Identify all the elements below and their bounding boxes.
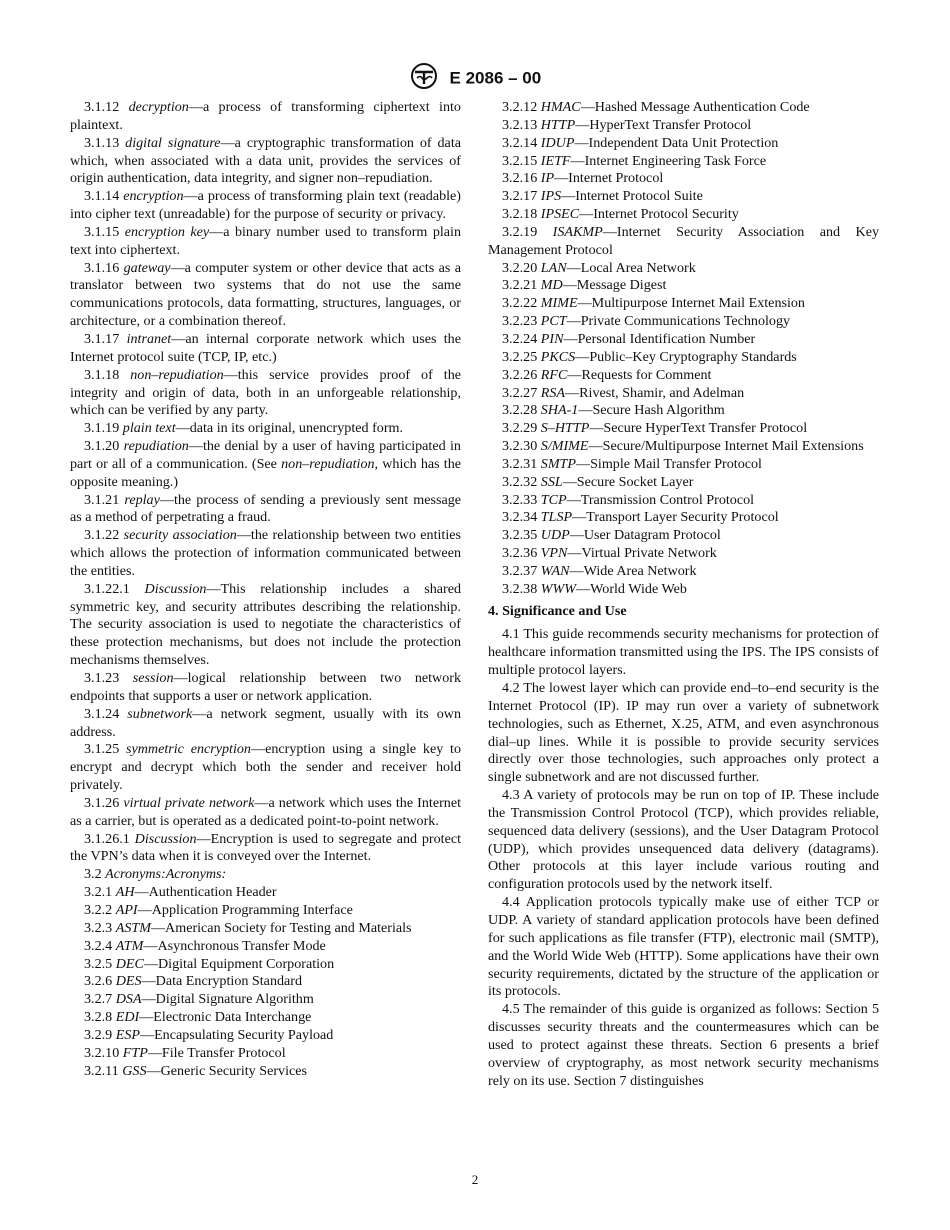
left-column xyxy=(70,99,461,1080)
page-header xyxy=(0,62,950,95)
acronym-3-2-15: 3.2.15 IETF—Internet Engineering Task Force xyxy=(502,152,767,169)
definition-3-1-26: 3.1.26 virtual private network—a network which uses the Internet as a carrier, but is operated as a dedicated point-to-point network. xyxy=(70,794,461,829)
acronym-3-2-10: 3.2.10 FTP—File Transfer Protocol xyxy=(84,1044,286,1061)
page-number: 2 xyxy=(471,1172,479,1187)
acronym-3-2-16: 3.2.16 IP—Internet Protocol xyxy=(502,170,664,187)
definition-3-1-20: 3.1.20 repudiation—the denial by a user of having participated in part or all of a communication. (See non–repudiation, which has the opposite meaning.) xyxy=(70,438,462,490)
section-4-title: 4. Significance and Use xyxy=(488,602,627,619)
definition-3-1-13: 3.1.13 digital signature—a cryptographic transformation of data which, when associated with a data unit, provides the services of origin authentication, data integrity, and signer non–repudiation. xyxy=(70,134,461,187)
acronym-3-2-6: 3.2.6 DES—Data Encryption Standard xyxy=(84,973,303,990)
standard-designation: E 2086 – 00 xyxy=(449,68,542,88)
acronym-3-2-17: 3.2.17 IPS—Internet Protocol Suite xyxy=(502,188,703,205)
acronym-3-2-19: 3.2.19 ISAKMP—Internet Security Association and Key Management Protocol xyxy=(488,223,879,258)
acronym-3-2-34: 3.2.34 TLSP—Transport Layer Security Protocol xyxy=(502,509,779,526)
acronym-3-2-26: 3.2.26 RFC—Requests for Comment xyxy=(502,366,712,383)
acronym-3-2-32: 3.2.32 SSL—Secure Socket Layer xyxy=(502,473,694,490)
acronym-3-2-36: 3.2.36 VPN—Virtual Private Network xyxy=(502,545,717,562)
paragraph-4-1: 4.1 This guide recommends security mechanisms for protection of healthcare information transmitted using the IPS. The IPS consists of multiple protocol layers. xyxy=(488,626,879,679)
acronym-3-2-27: 3.2.27 RSA—Rivest, Shamir, and Adelman xyxy=(502,384,745,401)
acronym-3-2-22: 3.2.22 MIME—Multipurpose Internet Mail Extension xyxy=(502,295,805,312)
acronym-3-2-14: 3.2.14 IDUP—Independent Data Unit Protection xyxy=(502,134,779,151)
acronym-3-2-8: 3.2.8 EDI—Electronic Data Interchange xyxy=(84,1009,312,1026)
discussion-3-1-22-1: 3.1.22.1 Discussion—This relationship includes a shared symmetric key, and security attributes describing the relationship. The security association is used to negotiate the characteristics of these protection mechanisms, but does not include the protection mechanisms themselves. xyxy=(70,580,461,669)
acronym-3-2-9: 3.2.9 ESP—Encapsulating Security Payload xyxy=(84,1026,334,1043)
acronyms-heading: 3.2 Acronyms:Acronyms: xyxy=(84,866,227,883)
paragraph-4-5: 4.5 The remainder of this guide is organized as follows: Section 5 discusses security threats and the countermeasures which can be used to protect against these threats. Section 6 presents a brief overview of cryptography, as most network security mechanisms rely on its use. Section 7 distinguishes xyxy=(488,1001,879,1089)
acronym-3-2-5: 3.2.5 DEC—Digital Equipment Corporation xyxy=(84,955,335,972)
definition-3-1-15: 3.1.15 encryption key—a binary number used to transform plain text into ciphertext. xyxy=(70,223,461,258)
acronym-3-2-24: 3.2.24 PIN—Personal Identification Number xyxy=(502,330,756,347)
definition-3-1-18: 3.1.18 non–repudiation—this service provides proof of the integrity and origin of data, both in an unforgeable relationship, which can be verified by any party. xyxy=(70,366,461,419)
definition-3-1-12: 3.1.12 decryption—a process of transforming ciphertext into plaintext. xyxy=(70,99,461,133)
definition-3-1-21: 3.1.21 replay—the process of sending a previously sent message as a method of perpetrating a fraud. xyxy=(70,491,462,526)
acronym-3-2-30: 3.2.30 S/MIME—Secure/Multipurpose Internet Mail Extensions xyxy=(502,438,864,455)
acronym-3-2-13: 3.2.13 HTTP—HyperText Transfer Protocol xyxy=(502,116,752,133)
acronym-3-2-18: 3.2.18 IPSEC—Internet Protocol Security xyxy=(502,206,739,223)
astm-logo-icon xyxy=(409,62,439,95)
acronym-3-2-11: 3.2.11 GSS—Generic Security Services xyxy=(84,1062,307,1079)
paragraph-4-2: 4.2 The lowest layer which can provide end–to–end security is the Internet Protocol (IP). IP may run over a variety of subnetwork technologies, such as Ethernet, X.25, ATM, and even asynchronous dial–up lines. While it is possible to provide security services directly over those technologies, such approaches only protect a single subnetwork and are not discussed further. xyxy=(488,680,879,786)
right-column xyxy=(488,99,879,1090)
acronym-3-2-7: 3.2.7 DSA—Digital Signature Algorithm xyxy=(84,991,314,1008)
definition-3-1-23: 3.1.23 session—logical relationship between two network endpoints that supports a user or network application. xyxy=(70,670,462,704)
discussion-3-1-26-1: 3.1.26.1 Discussion—Encryption is used to segregate and protect the VPN’s data when it is conveyed over the Internet. xyxy=(70,830,461,865)
acronym-3-2-12: 3.2.12 HMAC—Hashed Message Authentication Code xyxy=(502,99,810,115)
definition-3-1-17: 3.1.17 intranet—an internal corporate network which uses the Internet protocol suite (TCP, IP, etc.) xyxy=(70,330,461,365)
paragraph-4-3: 4.3 A variety of protocols may be run on top of IP. These include the Transmission Control Protocol (TCP), which provides reliable, sequenced data delivery (sessions), and the User Datagram Protocol (UDP), which provides unsequenced data delivery (datagrams). Other protocols at this layer include various routing and configuration protocols used by the network itself. xyxy=(488,787,879,893)
definition-3-1-22: 3.1.22 security association—the relationship between two entities which allows the protection of information communicated between the entities. xyxy=(70,527,461,579)
acronym-3-2-3: 3.2.3 ASTM—American Society for Testing and Materials xyxy=(84,919,412,936)
acronym-3-2-35: 3.2.35 UDP—User Datagram Protocol xyxy=(502,527,721,544)
acronym-3-2-4: 3.2.4 ATM—Asynchronous Transfer Mode xyxy=(84,937,326,954)
acronym-3-2-25: 3.2.25 PKCS—Public–Key Cryptography Standards xyxy=(502,348,797,365)
acronym-3-2-23: 3.2.23 PCT—Private Communications Technology xyxy=(502,313,791,330)
acronym-3-2-28: 3.2.28 SHA-1—Secure Hash Algorithm xyxy=(502,402,725,419)
acronym-3-2-31: 3.2.31 SMTP—Simple Mail Transfer Protocol xyxy=(502,455,762,472)
definition-3-1-16: 3.1.16 gateway—a computer system or other device that acts as a translator between two systems that do not use the same communications protocols, data formatting, structures, languages, or architecture, or a combination thereof. xyxy=(70,259,461,330)
acronym-3-2-29: 3.2.29 S–HTTP—Secure HyperText Transfer Protocol xyxy=(502,420,808,437)
acronym-3-2-20: 3.2.20 LAN—Local Area Network xyxy=(502,259,696,276)
definition-3-1-14: 3.1.14 encryption—a process of transforming plain text (readable) into cipher text (unreadable) for the purpose of security or privacy. xyxy=(70,188,461,223)
paragraph-4-4: 4.4 Application protocols typically make use of either TCP or UDP. A variety of standard application protocols have been defined for such applications as file transfer (FTP), electronic mail (SMTP), and the World Wide Web (HTTP). Some applications have their own security requirements, dictated by the structure of the application or its protocols. xyxy=(488,894,879,1000)
acronym-3-2-37: 3.2.37 WAN—Wide Area Network xyxy=(502,562,697,579)
acronym-3-2-38: 3.2.38 WWW—World Wide Web xyxy=(502,580,687,597)
definition-3-1-19: 3.1.19 plain text—data in its original, unencrypted form. xyxy=(84,420,404,437)
acronym-3-2-2: 3.2.2 API—Application Programming Interface xyxy=(84,901,353,918)
definition-3-1-25: 3.1.25 symmetric encryption—encryption using a single key to encrypt and decrypt which both the sender and receiver hold privately. xyxy=(70,741,461,794)
acronym-3-2-1: 3.2.1 AH—Authentication Header xyxy=(84,884,277,901)
definition-3-1-24: 3.1.24 subnetwork—a network segment, usually with its own address. xyxy=(70,705,461,740)
acronym-3-2-33: 3.2.33 TCP—Transmission Control Protocol xyxy=(502,491,755,508)
acronym-3-2-21: 3.2.21 MD—Message Digest xyxy=(502,277,667,294)
